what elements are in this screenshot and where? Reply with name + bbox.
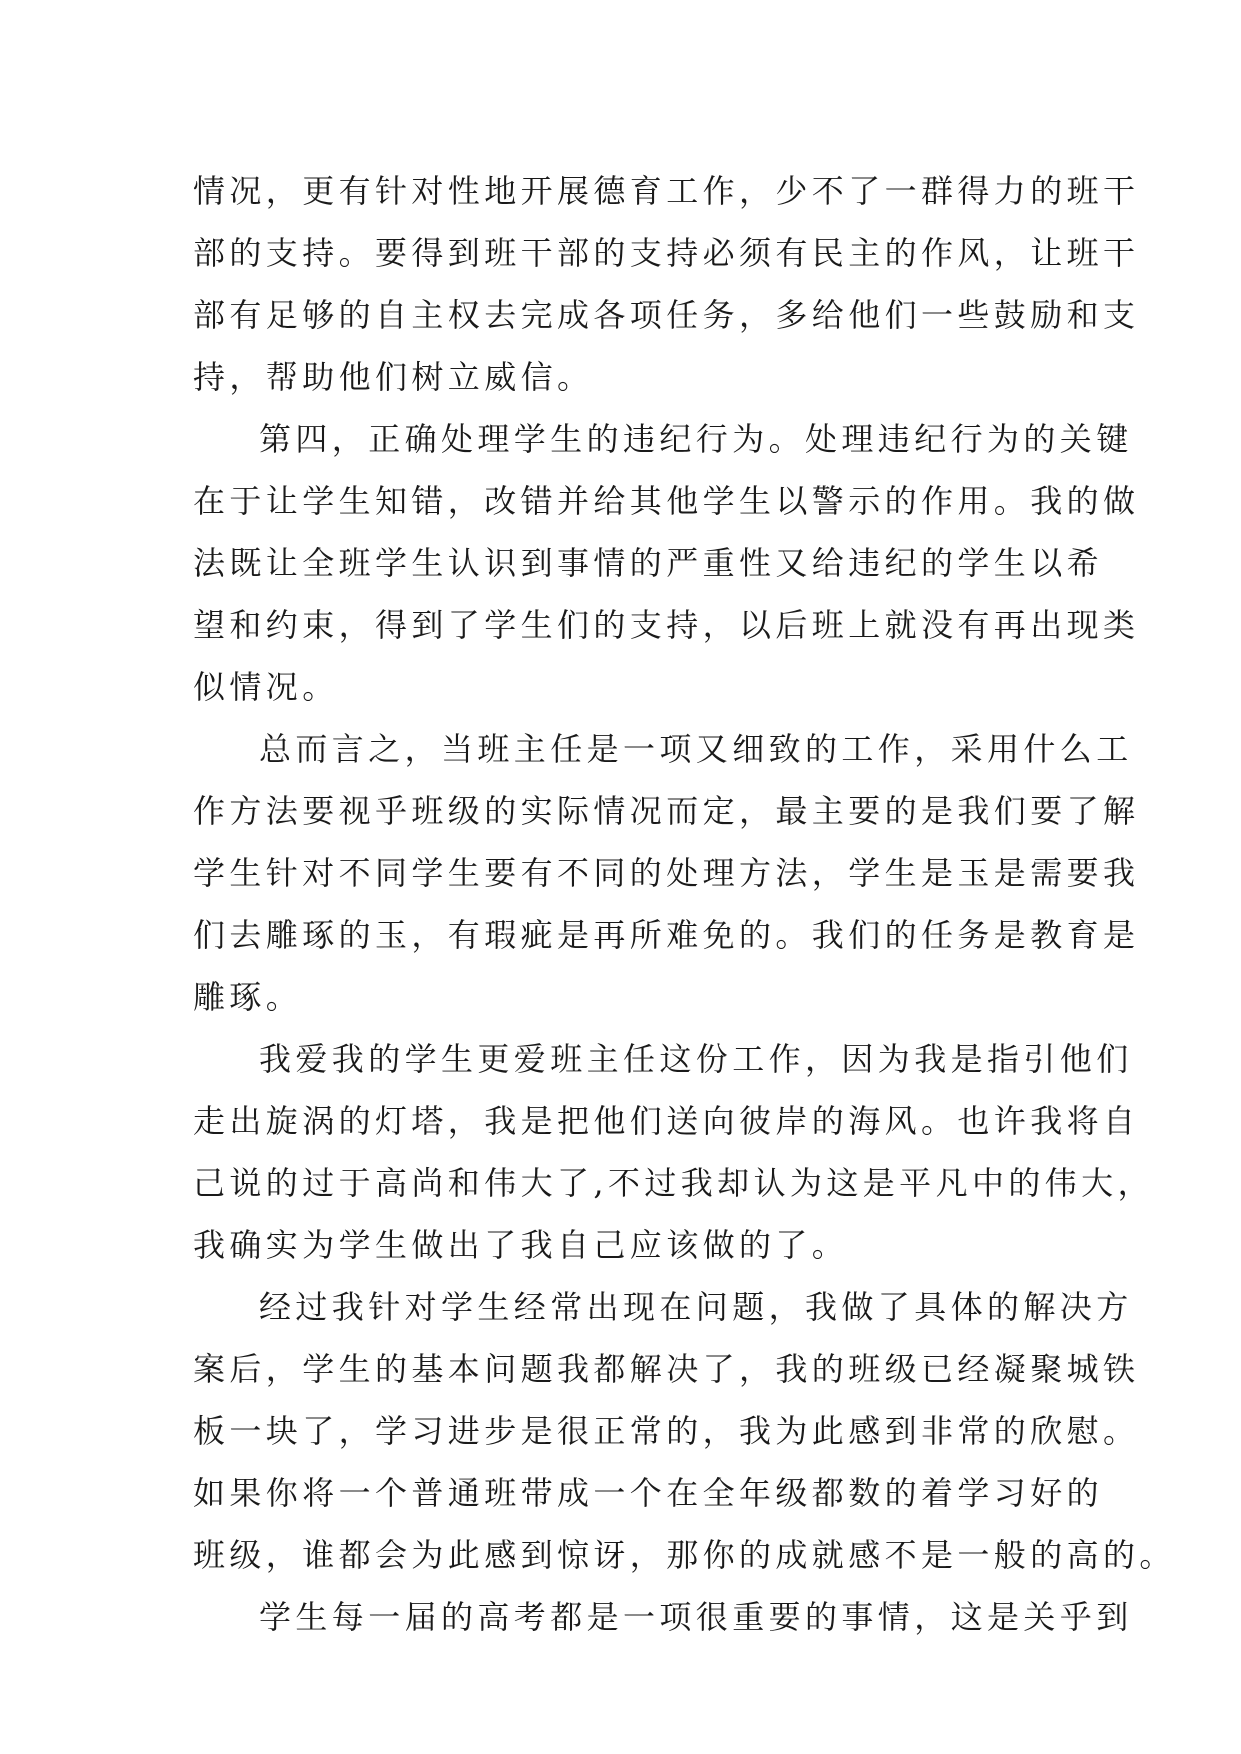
text-line: 法既让全班学生认识到事情的严重性又给违纪的学生以希 xyxy=(193,544,1104,582)
text-line: 我确实为学生做出了我自己应该做的了。 xyxy=(193,1226,849,1264)
text-line: 案后，学生的基本问题我都解决了，我的班级已经凝聚城铁 xyxy=(193,1350,1140,1388)
text-line: 部的支持。要得到班干部的支持必须有民主的作风，让班干 xyxy=(193,234,1140,272)
paragraph-start-line: 第四，正确处理学生的违纪行为。处理违纪行为的关键 xyxy=(259,420,1133,458)
text-line: 在于让学生知错，改错并给其他学生以警示的作用。我的做 xyxy=(193,482,1140,520)
paragraph-start-line: 我爱我的学生更爱班主任这份工作，因为我是指引他们 xyxy=(259,1040,1133,1078)
text-line: 己说的过于高尚和伟大了,不过我却认为这是平凡中的伟大， xyxy=(193,1164,1154,1202)
text-line: 板一块了，学习进步是很正常的，我为此感到非常的欣慰。 xyxy=(193,1412,1140,1450)
text-line: 望和约束，得到了学生们的支持，以后班上就没有再出现类 xyxy=(193,606,1140,644)
document-body xyxy=(193,160,1176,1648)
text-line: 情况，更有针对性地开展德育工作，少不了一群得力的班干 xyxy=(193,172,1140,210)
text-line: 们去雕琢的玉，有瑕疵是再所难免的。我们的任务是教育是 xyxy=(193,916,1140,954)
text-line: 雕琢。 xyxy=(193,978,303,1016)
text-line: 作方法要视乎班级的实际情况而定，最主要的是我们要了解 xyxy=(193,792,1140,830)
text-line: 似情况。 xyxy=(193,668,339,706)
paragraph-start-line: 经过我针对学生经常出现在问题，我做了具体的解决方 xyxy=(259,1288,1133,1326)
text-line: 班级，谁都会为此感到惊讶，那你的成就感不是一般的高的。 xyxy=(193,1536,1176,1574)
text-line: 部有足够的自主权去完成各项任务，多给他们一些鼓励和支 xyxy=(193,296,1140,334)
text-line: 持，帮助他们树立威信。 xyxy=(193,358,594,396)
text-line: 学生针对不同学生要有不同的处理方法，学生是玉是需要我 xyxy=(193,854,1140,892)
text-line: 走出旋涡的灯塔，我是把他们送向彼岸的海风。也许我将自 xyxy=(193,1102,1140,1140)
paragraph-start-line: 学生每一届的高考都是一项很重要的事情，这是关乎到 xyxy=(259,1598,1133,1636)
paragraph-start-line: 总而言之，当班主任是一项又细致的工作，采用什么工 xyxy=(259,730,1133,768)
text-line: 如果你将一个普通班带成一个在全年级都数的着学习好的 xyxy=(193,1474,1104,1512)
